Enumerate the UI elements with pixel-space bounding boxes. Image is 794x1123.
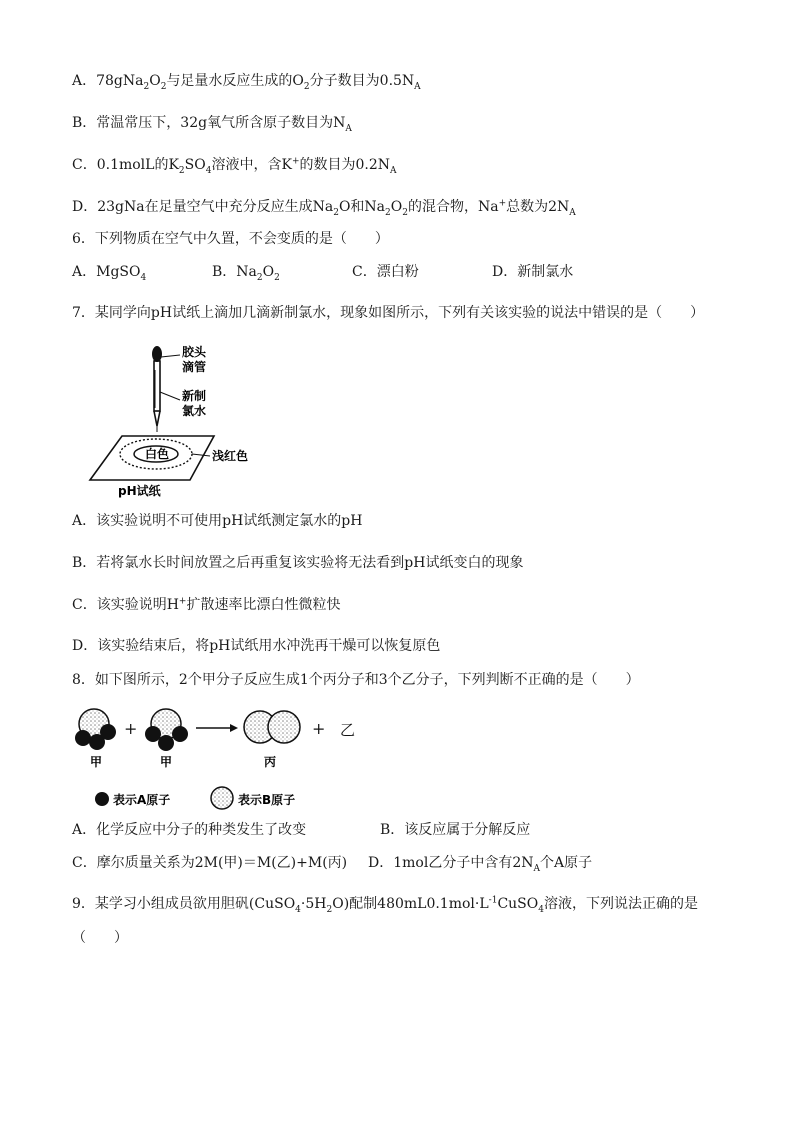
label-yi: 乙 [340, 721, 356, 739]
label-dropper: 胶头 [182, 345, 207, 359]
label-jia-1: 甲 [90, 755, 103, 769]
q8-option-b: B．该反应属于分解反应 [380, 822, 531, 838]
q8-stem: 8．如下图所示，2个甲分子反应生成1个丙分子和3个乙分子，下列判断不正确的是（ ） [72, 672, 640, 688]
q8-option-d: D．1mol乙分子中含有$2N_A$个A原子 [368, 855, 593, 874]
q6-option-b: B．$Na_2O_2$ [212, 264, 280, 283]
label-chlorine-water-2: 氯水 [182, 404, 207, 418]
q8-option-a: A．化学反应中分子的种类发生了改变 [72, 822, 307, 838]
label-jia-2: 甲 [160, 755, 173, 769]
plus-2: + [312, 719, 326, 738]
q6-stem: 6．下列物质在空气中久置，不会变质的是（ ） [72, 231, 389, 247]
dropper-tip [154, 411, 160, 426]
legend-b-atom [211, 787, 233, 809]
label-ph-paper: pH试纸 [118, 484, 161, 498]
molecule-jia-2 [145, 709, 188, 751]
legend-a-label: 表示A原子 [113, 793, 171, 807]
q5-option-b: B．常温常压下，32g氧气所含原子数目为$N_A$ [72, 115, 352, 134]
q7-option-a: A．该实验说明不可使用pH试纸测定氯水的pH [72, 513, 363, 529]
q6-option-d: D．新制氯水 [492, 264, 574, 280]
legend-b-label: 表示B原子 [238, 793, 296, 807]
label-white: 白色 [145, 447, 170, 461]
dropper-bulb [152, 346, 162, 362]
plus-1: + [124, 719, 138, 738]
label-bing: 丙 [264, 755, 277, 769]
q8-figure [70, 700, 370, 814]
q7-option-d: D．该实验结束后，将pH试纸用水冲洗再干燥可以恢复原色 [72, 638, 441, 654]
q5-option-d: D．23gNa在足量空气中充分反应生成$Na_2O$和$Na_2O_2$的混合物，Na+总数为$2N_A$ [72, 198, 576, 218]
molecule-jia-1 [75, 709, 116, 750]
q6-option-c: C．漂白粉 [352, 264, 419, 280]
molecule-bing [244, 711, 300, 743]
q9-paren: （ ） [72, 930, 128, 946]
q7-option-c: C．该实验说明H+扩散速率比漂白性微粒快 [72, 596, 341, 613]
q5-option-a: A．$78gNa_2O_2$与足量水反应生成的$O_2$分子数目为$0.5N_A$ [72, 73, 421, 92]
q7-stem: 7．某同学向pH试纸上滴加几滴新制氯水，现象如图所示，下列有关该实验的说法中错误的是（ ） [72, 305, 705, 321]
label-light-red: 浅红色 [212, 449, 249, 463]
label-dropper-2: 滴管 [182, 360, 207, 374]
q8-option-c: C．摩尔质量关系为2M(甲)＝M(乙)+M(丙) [72, 855, 348, 871]
q6-option-a: A．MgSO$_4$ [72, 264, 147, 283]
legend-a-atom [95, 792, 109, 806]
label-chlorine-water: 新制 [182, 389, 207, 403]
q7-figure [88, 340, 268, 500]
q9-stem: 9．某学习小组成员欲用胆矾$(CuSO_4\cdot 5H_2O)$配制$480mL0.1mol\cdot L^{-1}CuSO_4$溶液，下列说法正确的是 [72, 895, 698, 915]
q5-option-c: C．0.1molL的$K_2SO_4$溶液中，含K+的数目为$0.2N_A$ [72, 156, 397, 176]
q7-option-b: B．若将氯水长时间放置之后再重复该实验将无法看到pH试纸变白的现象 [72, 555, 524, 571]
